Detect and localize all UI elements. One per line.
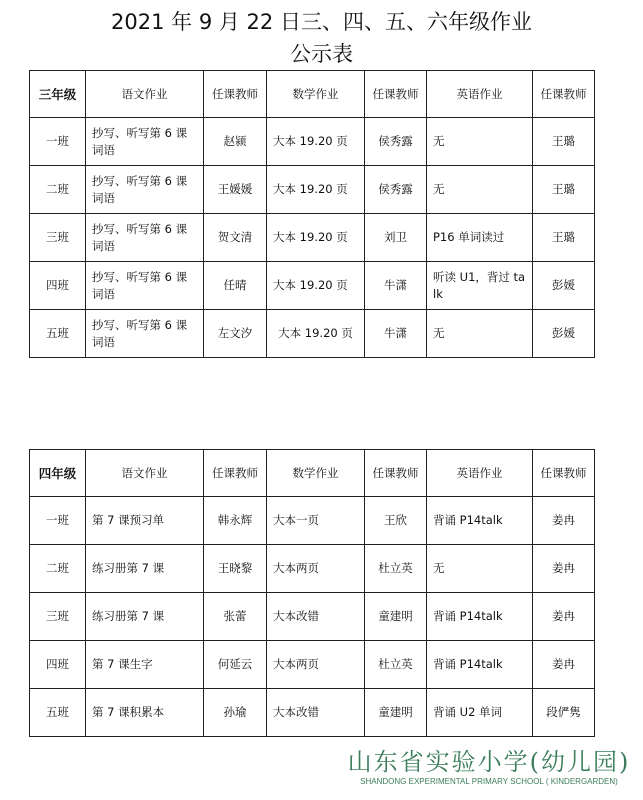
header-chinese-homework: 语文作业 xyxy=(86,71,204,118)
table-row xyxy=(30,310,595,358)
header-math-homework: 数学作业 xyxy=(267,71,365,118)
math-teacher: 牛潇 xyxy=(365,262,427,310)
chinese-homework: 第 7 课积累本 xyxy=(86,689,204,737)
header-teacher: 任课教师 xyxy=(204,71,267,118)
english-homework: 背诵 P14talk xyxy=(427,497,533,545)
school-logo-chinese: 山东省实验小学(幼儿园) xyxy=(347,748,631,776)
english-teacher: 姜冉 xyxy=(533,545,595,593)
math-teacher: 童建明 xyxy=(365,689,427,737)
math-teacher: 王欣 xyxy=(365,497,427,545)
school-logo-english: SHANDONG EXPERIMENTAL PRIMARY SCHOOL ( KINDERGARDEN) xyxy=(360,777,618,786)
chinese-homework: 抄写、听写第 6 课词语 xyxy=(86,310,204,358)
class-name: 五班 xyxy=(30,689,86,737)
table-header-row xyxy=(30,450,595,497)
english-teacher: 姜冉 xyxy=(533,497,595,545)
grade-label: 三年级 xyxy=(30,71,86,118)
english-teacher: 姜冉 xyxy=(533,641,595,689)
chinese-teacher: 何延云 xyxy=(204,641,267,689)
english-teacher: 王璐 xyxy=(533,214,595,262)
school-logo xyxy=(344,748,634,788)
chinese-teacher: 王媛媛 xyxy=(204,166,267,214)
chinese-homework: 练习册第 7 课 xyxy=(86,545,204,593)
english-teacher: 姜冉 xyxy=(533,593,595,641)
class-name: 二班 xyxy=(30,545,86,593)
header-teacher: 任课教师 xyxy=(533,450,595,497)
class-name: 一班 xyxy=(30,118,86,166)
chinese-teacher: 任晴 xyxy=(204,262,267,310)
table-row xyxy=(30,214,595,262)
grade4-table xyxy=(29,449,595,737)
header-english-homework: 英语作业 xyxy=(427,71,533,118)
class-name: 二班 xyxy=(30,166,86,214)
english-teacher: 段俨隽 xyxy=(533,689,595,737)
english-teacher: 王璐 xyxy=(533,166,595,214)
english-homework: 背诵 P14talk xyxy=(427,641,533,689)
math-homework: 大本一页 xyxy=(267,497,365,545)
chinese-homework: 练习册第 7 课 xyxy=(86,593,204,641)
chinese-teacher: 王晓黎 xyxy=(204,545,267,593)
math-teacher: 侯秀露 xyxy=(365,118,427,166)
chinese-homework: 抄写、听写第 6 课词语 xyxy=(86,262,204,310)
english-homework: 无 xyxy=(427,166,533,214)
math-teacher: 杜立英 xyxy=(365,641,427,689)
header-chinese-homework: 语文作业 xyxy=(86,450,204,497)
table-row xyxy=(30,262,595,310)
english-homework: 背诵 U2 单词 xyxy=(427,689,533,737)
math-homework: 大本两页 xyxy=(267,545,365,593)
math-teacher: 侯秀露 xyxy=(365,166,427,214)
table-row xyxy=(30,593,595,641)
english-homework: 无 xyxy=(427,310,533,358)
math-homework: 大本两页 xyxy=(267,641,365,689)
math-homework: 大本改错 xyxy=(267,689,365,737)
class-name: 三班 xyxy=(30,214,86,262)
chinese-teacher: 左文汐 xyxy=(204,310,267,358)
chinese-homework: 第 7 课预习单 xyxy=(86,497,204,545)
table-header-row xyxy=(30,71,595,118)
math-homework: 大本 19.20 页 xyxy=(267,310,365,358)
grade3-table xyxy=(29,70,595,358)
class-name: 四班 xyxy=(30,262,86,310)
header-math-homework: 数学作业 xyxy=(267,450,365,497)
english-homework: P16 单词读过 xyxy=(427,214,533,262)
chinese-teacher: 孙瑜 xyxy=(204,689,267,737)
chinese-homework: 抄写、听写第 6 课词语 xyxy=(86,118,204,166)
header-teacher: 任课教师 xyxy=(204,450,267,497)
english-teacher: 彭媛 xyxy=(533,310,595,358)
math-homework: 大本 19.20 页 xyxy=(267,166,365,214)
grade-label: 四年级 xyxy=(30,450,86,497)
math-teacher: 杜立英 xyxy=(365,545,427,593)
table-row xyxy=(30,166,595,214)
english-homework: 听读 U1，背过 talk xyxy=(427,262,533,310)
chinese-homework: 抄写、听写第 6 课词语 xyxy=(86,166,204,214)
class-name: 一班 xyxy=(30,497,86,545)
math-teacher: 牛潇 xyxy=(365,310,427,358)
chinese-teacher: 韩永辉 xyxy=(204,497,267,545)
chinese-teacher: 赵颍 xyxy=(204,118,267,166)
class-name: 五班 xyxy=(30,310,86,358)
english-homework: 无 xyxy=(427,118,533,166)
math-teacher: 童建明 xyxy=(365,593,427,641)
math-teacher: 刘卫 xyxy=(365,214,427,262)
math-homework: 大本 19.20 页 xyxy=(267,118,365,166)
math-homework: 大本 19.20 页 xyxy=(267,214,365,262)
table-row xyxy=(30,641,595,689)
page-title: 2021 年 9 月 22 日三、四、五、六年级作业 xyxy=(111,10,532,34)
header-teacher: 任课教师 xyxy=(365,71,427,118)
chinese-homework: 抄写、听写第 6 课词语 xyxy=(86,214,204,262)
header-english-homework: 英语作业 xyxy=(427,450,533,497)
chinese-homework: 第 7 课生字 xyxy=(86,641,204,689)
english-teacher: 王璐 xyxy=(533,118,595,166)
class-name: 三班 xyxy=(30,593,86,641)
table-row xyxy=(30,118,595,166)
table-row xyxy=(30,497,595,545)
english-teacher: 彭媛 xyxy=(533,262,595,310)
class-name: 四班 xyxy=(30,641,86,689)
header-teacher: 任课教师 xyxy=(533,71,595,118)
english-homework: 背诵 P14talk xyxy=(427,593,533,641)
table-row xyxy=(30,545,595,593)
math-homework: 大本 19.20 页 xyxy=(267,262,365,310)
chinese-teacher: 贺文清 xyxy=(204,214,267,262)
header-teacher: 任课教师 xyxy=(365,450,427,497)
page-subtitle: 公示表 xyxy=(290,42,353,66)
table-row xyxy=(30,689,595,737)
math-homework: 大本改错 xyxy=(267,593,365,641)
english-homework: 无 xyxy=(427,545,533,593)
chinese-teacher: 张蕾 xyxy=(204,593,267,641)
